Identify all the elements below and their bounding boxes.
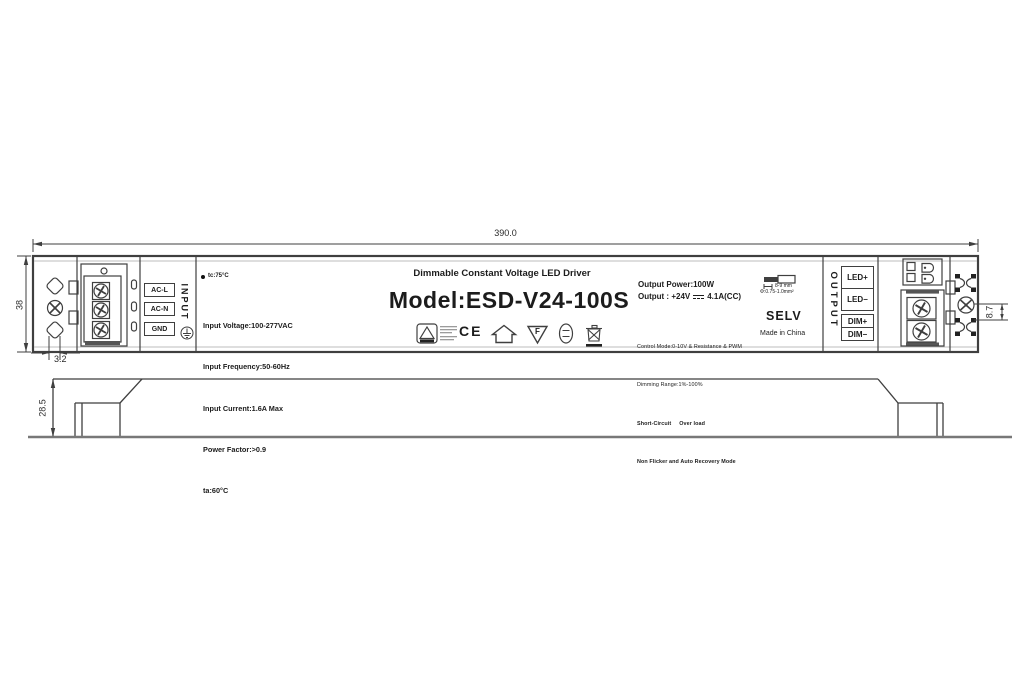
output-rating-suffix: 4.1A(CC)	[707, 292, 742, 301]
terminal-label-dim-plus: DIM+	[841, 314, 874, 328]
bracket-screw-icon	[48, 301, 63, 316]
spec-line: ta:60°C	[203, 486, 229, 496]
note-line: Control Mode:0-10V & Resistance & PWM	[637, 344, 742, 350]
weee-bin-icon	[586, 326, 602, 347]
push-connector-icon	[903, 259, 942, 285]
screw-terminal-icon	[907, 298, 936, 343]
terminal-label-ac-n: AC-N	[144, 302, 175, 316]
output-rating	[638, 293, 741, 301]
output-vertical-label: OUTPUT	[827, 271, 839, 329]
vent-slots	[132, 280, 137, 331]
spec-line: Input Voltage:100-277VAC	[203, 321, 293, 330]
dim-side-height: 28.5	[37, 399, 48, 417]
dc-symbol-icon	[693, 294, 704, 301]
f-mark-letter: F	[535, 327, 540, 336]
bracket-screw-icon	[958, 297, 974, 313]
cert-marks	[417, 324, 602, 347]
model-number: Model:ESD-V24-100S	[388, 287, 630, 313]
note-line: Short-Circuit Over load	[637, 420, 705, 427]
product-subtitle: Dimmable Constant Voltage LED Driver	[413, 268, 591, 279]
dim-length: 390.0	[494, 228, 517, 238]
safety-mark-icon	[417, 324, 437, 343]
note-line: Non Flicker and Auto Recovery Mode	[637, 458, 736, 465]
input-specs	[203, 290, 293, 528]
terminal-label-led-minus: LED−	[841, 288, 874, 311]
terminal-label-ac-l: AC-L	[144, 283, 175, 297]
selv-label: SELV	[766, 309, 802, 323]
output-rating-prefix: Output : +24V	[638, 292, 691, 301]
tc-note: tc:75°C	[208, 273, 229, 279]
side-view	[28, 379, 1012, 437]
output-power: Output Power:100W	[638, 280, 715, 289]
spec-line: Input Frequency:50-60Hz	[203, 362, 290, 372]
right-bracket	[955, 274, 976, 336]
input-terminal-block	[69, 264, 137, 346]
wire-strip-length: 8-9 mm	[775, 283, 792, 289]
terminal-label-led-plus: LED+	[841, 266, 874, 289]
terminal-label-gnd: GND	[144, 322, 175, 336]
note-line: Dimming Range:1%-100%	[637, 382, 703, 389]
wire-gauge: Φ:0.75-1.0mm²	[760, 289, 794, 295]
output-terminal-block	[901, 259, 955, 346]
spec-line: Power Factor:>0.9	[203, 444, 267, 454]
cert-oval-icon	[560, 324, 573, 343]
house-icon	[493, 326, 516, 343]
origin-label: Made in China	[760, 330, 806, 337]
output-notes	[637, 313, 742, 498]
terminal-label-dim-minus: DIM−	[841, 327, 874, 341]
fine-print	[440, 326, 457, 340]
dot-icon	[201, 275, 205, 279]
dim-height: 38	[14, 299, 25, 311]
input-vertical-label: INPUT	[179, 283, 190, 321]
dim-hole: 3.2	[54, 354, 67, 364]
screw-terminal-icon	[93, 283, 110, 339]
dim-end-pitch: 8.7	[984, 305, 995, 319]
left-bracket	[46, 277, 64, 339]
ground-icon	[181, 327, 193, 339]
spec-line: Input Current:1.6A Max	[203, 403, 284, 413]
ce-mark-icon: CE	[459, 323, 483, 339]
